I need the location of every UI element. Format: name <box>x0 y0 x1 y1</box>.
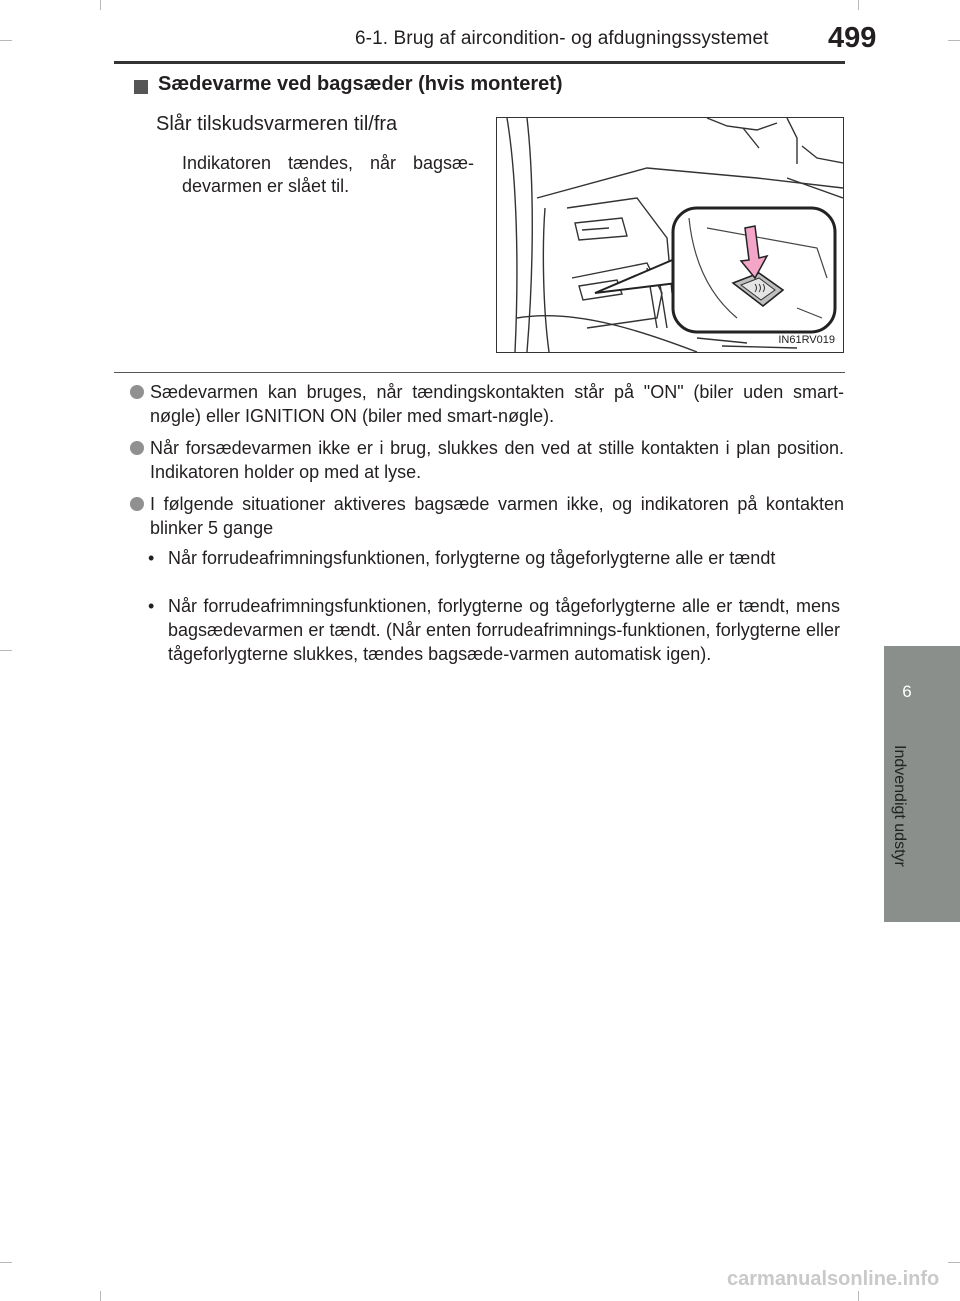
note-bullet-icon <box>130 497 144 511</box>
note-item <box>150 380 844 428</box>
rear-seat-heater-switch-illustration <box>497 118 843 352</box>
sub-list-item <box>148 546 840 570</box>
note-item <box>150 436 844 484</box>
note-bullet-icon <box>130 385 144 399</box>
crop-mark <box>948 1262 960 1263</box>
sub-list-text: Når forrudeafrimningsfunktionen, forlygterne og tågeforlygterne alle er tændt, mens bagsædevarmen er tændt. (Når enten forrudeafrimnings-funktionen, forlygterne eller tågeforlygterne slukkes, tændes bagsæde-varmen automatisk igen). <box>168 596 840 664</box>
section-square-icon <box>134 80 148 94</box>
crop-mark <box>0 650 12 651</box>
crop-mark <box>0 40 12 41</box>
section-heading: Sædevarme ved bagsæder (hvis monteret) <box>158 73 563 95</box>
watermark: carmanualsonline.info <box>727 1268 940 1290</box>
sub-list-text: Når forrudeafrimningsfunktionen, forlygterne og tågeforlygterne alle er tændt <box>168 548 776 568</box>
note-item <box>150 492 844 540</box>
figure-code: IN61RV019 <box>778 334 835 346</box>
note-text: Når forsædevarmen ikke er i brug, slukkes den ved at stille kontakten i plan position. Indikatoren holder op med at lyse. <box>150 438 844 482</box>
note-text: I følgende situationer aktiveres bagsæde varmen ikke, og indikatoren på kontakten blinker 5 gange <box>150 494 844 538</box>
sub-bullet: • <box>148 596 155 616</box>
action-description: Indikatoren tændes, når bagsæ-devarmen er slået til. <box>182 153 474 196</box>
chapter-tab-label: Indvendigt udstyr <box>891 745 908 867</box>
crop-mark <box>858 0 859 10</box>
crop-mark <box>0 1262 12 1263</box>
crop-mark <box>948 40 960 41</box>
crop-mark <box>858 1291 859 1301</box>
note-text: Sædevarmen kan bruges, når tændingskontakten står på "ON" (biler uden smart-nøgle) eller IGNITION ON (biler med smart-nøgle). <box>150 382 844 426</box>
sub-bullet: • <box>148 548 155 568</box>
section-rule <box>114 372 845 373</box>
sub-list-item <box>148 594 840 666</box>
note-bullet-icon <box>130 441 144 455</box>
page-number: 499 <box>828 22 877 54</box>
chapter-title: 6-1. Brug af aircondition- og afdugningssystemet <box>355 28 769 49</box>
action-text: Slår tilskudsvarmeren til/fra <box>156 113 398 135</box>
crop-mark <box>100 1291 101 1301</box>
header-rule <box>114 61 845 64</box>
crop-mark <box>100 0 101 10</box>
chapter-tab-number: 6 <box>902 682 912 701</box>
figure <box>496 117 844 353</box>
